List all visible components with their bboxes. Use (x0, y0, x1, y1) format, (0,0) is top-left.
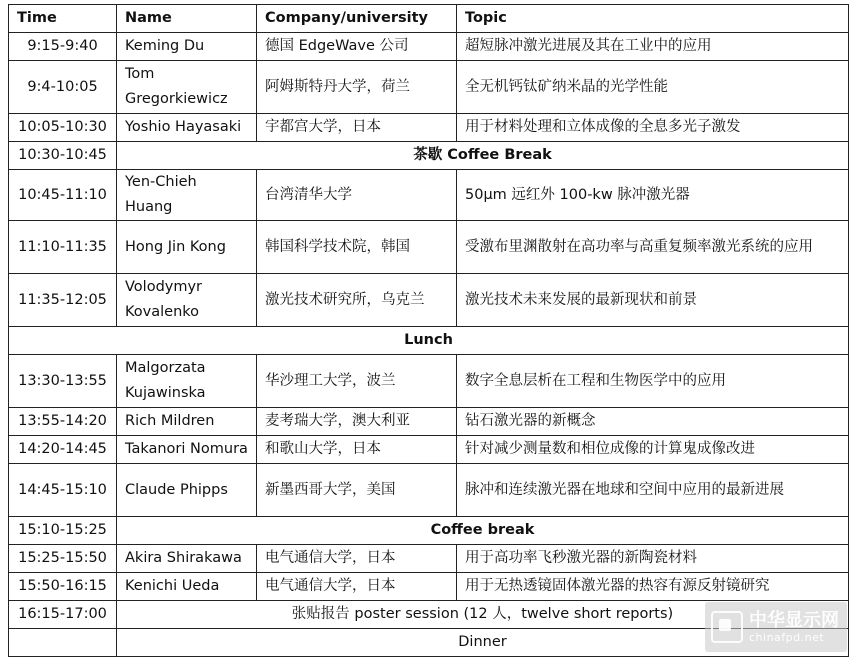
table-row (9, 408, 849, 436)
time-cell: 10:05-10:30 (9, 114, 117, 142)
talk-topic: 用于高功率飞秒激光器的新陶瓷材料 (457, 545, 849, 573)
schedule-table (8, 4, 849, 657)
time-cell: 14:45-15:10 (9, 464, 117, 517)
table-row (9, 464, 849, 517)
time-cell: 15:10-15:25 (9, 517, 117, 545)
talk-topic: 激光技术未来发展的最新现状和前景 (457, 274, 849, 327)
time-cell: 13:30-13:55 (9, 355, 117, 408)
affiliation: 韩国科学技术院，韩国 (257, 221, 457, 274)
watermark-cn: 中华显示网 (749, 609, 839, 631)
watermark-text (749, 611, 839, 644)
time-cell: 14:20-14:45 (9, 436, 117, 464)
watermark-en: chinafpd.net (749, 630, 825, 644)
affiliation: 麦考瑞大学，澳大利亚 (257, 408, 457, 436)
break-row (9, 517, 849, 545)
talk-topic: 脉冲和连续激光器在地球和空间中应用的最新进展 (457, 464, 849, 517)
affiliation: 激光技术研究所，乌克兰 (257, 274, 457, 327)
talk-topic: 受激布里渊散射在高功率与高重复频率激光系统的应用 (457, 221, 849, 274)
time-cell: 9:4-10:05 (9, 61, 117, 114)
table-row (9, 114, 849, 142)
affiliation: 新墨西哥大学，美国 (257, 464, 457, 517)
affiliation: 华沙理工大学，波兰 (257, 355, 457, 408)
affiliation: 电气通信大学，日本 (257, 545, 457, 573)
dinner-label: Dinner (117, 629, 849, 657)
table-row (9, 33, 849, 61)
time-cell: 13:55-14:20 (9, 408, 117, 436)
affiliation: 和歌山大学，日本 (257, 436, 457, 464)
header-org: Company/university (257, 5, 457, 33)
site-watermark (705, 602, 847, 652)
speaker-name: Malgorzata Kujawinska (117, 355, 257, 408)
speaker-name: Yen-Chieh Huang (117, 170, 257, 221)
talk-topic: 针对减少测量数和相位成像的计算鬼成像改进 (457, 436, 849, 464)
break-row (9, 327, 849, 355)
speaker-name: Yoshio Hayasaki (117, 114, 257, 142)
time-cell: 10:45-11:10 (9, 170, 117, 221)
table-row (9, 221, 849, 274)
talk-topic: 全无机钙钛矿纳米晶的光学性能 (457, 61, 849, 114)
speaker-name: Rich Mildren (117, 408, 257, 436)
lunch-label: Lunch (9, 327, 849, 355)
header-time: Time (9, 5, 117, 33)
speaker-name: Claude Phipps (117, 464, 257, 517)
speaker-name: Keming Du (117, 33, 257, 61)
speaker-name: Takanori Nomura (117, 436, 257, 464)
header-topic: Topic (457, 5, 849, 33)
table-row (9, 573, 849, 601)
time-cell: 10:30-10:45 (9, 142, 117, 170)
affiliation: 阿姆斯特丹大学，荷兰 (257, 61, 457, 114)
speaker-name: Volodymyr Kovalenko (117, 274, 257, 327)
break-row (9, 142, 849, 170)
talk-topic: 用于材料处理和立体成像的全息多光子激发 (457, 114, 849, 142)
affiliation: 电气通信大学，日本 (257, 573, 457, 601)
talk-topic: 数字全息层析在工程和生物医学中的应用 (457, 355, 849, 408)
break-label: Coffee break (117, 517, 849, 545)
talk-topic: 用于无热透镜固体激光器的热容有源反射镜研究 (457, 573, 849, 601)
time-cell: 15:25-15:50 (9, 545, 117, 573)
table-row (9, 545, 849, 573)
time-cell: 11:35-12:05 (9, 274, 117, 327)
table-row (9, 274, 849, 327)
break-label: 茶歇 Coffee Break (117, 142, 849, 170)
affiliation: 德国 EdgeWave 公司 (257, 33, 457, 61)
speaker-name: Tom Gregorkiewicz (117, 61, 257, 114)
table-row (9, 355, 849, 408)
header-name: Name (117, 5, 257, 33)
header-row (9, 5, 849, 33)
speaker-name: Akira Shirakawa (117, 545, 257, 573)
poster-session-label: 张贴报告 poster session (12 人，twelve short reports) (117, 601, 849, 629)
talk-topic: 超短脉冲激光进展及其在工业中的应用 (457, 33, 849, 61)
talk-topic: 钻石激光器的新概念 (457, 408, 849, 436)
table-row (9, 436, 849, 464)
affiliation: 宇都宫大学，日本 (257, 114, 457, 142)
table-row (9, 170, 849, 221)
affiliation: 台湾清华大学 (257, 170, 457, 221)
monitor-icon (711, 611, 743, 643)
time-cell: 15:50-16:15 (9, 573, 117, 601)
time-cell: 16:15-17:00 (9, 601, 117, 629)
time-cell (9, 629, 117, 657)
talk-topic: 50μm 远红外 100-kw 脉冲激光器 (457, 170, 849, 221)
speaker-name: Hong Jin Kong (117, 221, 257, 274)
table-row (9, 61, 849, 114)
time-cell: 11:10-11:35 (9, 221, 117, 274)
time-cell: 9:15-9:40 (9, 33, 117, 61)
speaker-name: Kenichi Ueda (117, 573, 257, 601)
